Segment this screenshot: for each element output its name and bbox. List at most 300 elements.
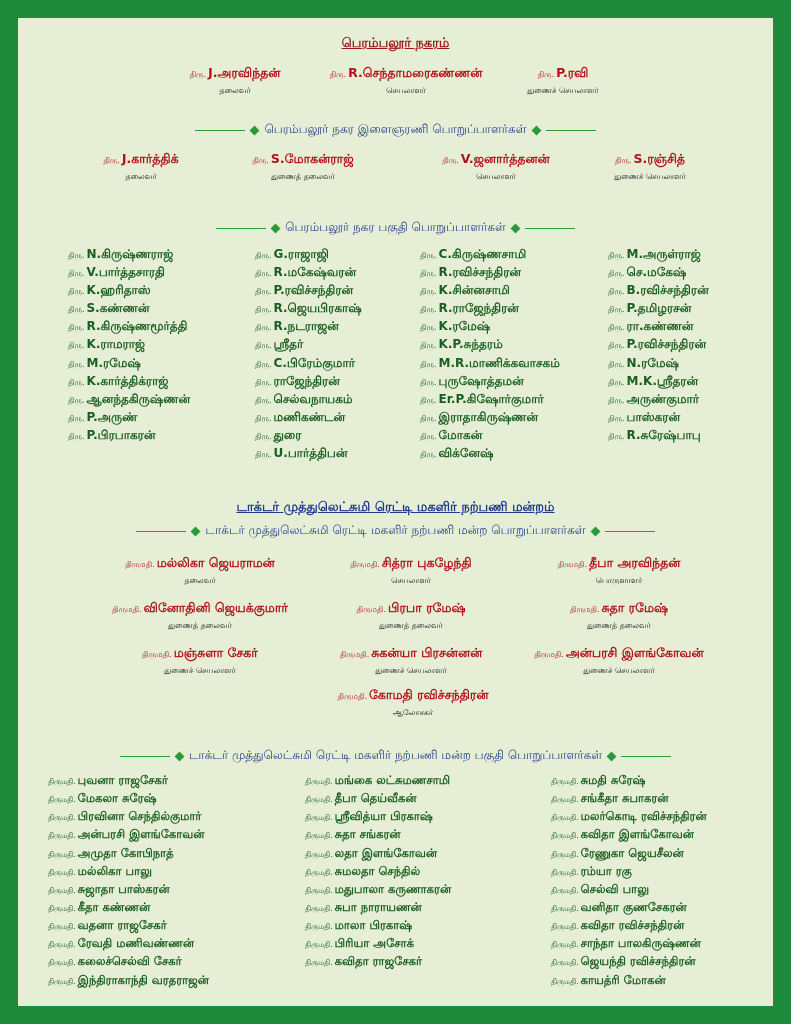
divider-line	[546, 130, 596, 131]
prefix: திரு.	[68, 323, 85, 333]
member-name: K.கார்த்திக்ராஜ்	[86, 373, 169, 388]
prefix: திருமதி.	[551, 976, 579, 986]
prefix: திரு.	[103, 156, 120, 165]
list-item	[305, 862, 451, 880]
officer-card	[330, 62, 483, 96]
prefix: திரு.	[68, 359, 85, 369]
prefix: திரு.	[68, 377, 85, 387]
list-item	[420, 317, 560, 335]
womens-forum-title: டாக்டர் முத்துலெட்சுமி ரெட்டி மகளிர் நற்பணி மன்றம்	[236, 500, 555, 515]
officer-name: சுகன்யா பிரசன்னன்	[371, 645, 483, 660]
list-item	[255, 354, 362, 372]
list-item	[305, 952, 451, 970]
member-name: பிரியா அசோக்	[334, 936, 414, 951]
prefix: திருமதி.	[551, 903, 579, 913]
member-column	[68, 245, 190, 444]
member-name: மோகன்	[438, 427, 483, 442]
prefix: திரு.	[420, 251, 437, 260]
member-column	[551, 771, 707, 989]
prefix: திருமதி.	[112, 605, 142, 614]
list-item	[608, 408, 709, 426]
list-item	[68, 335, 190, 353]
member-name: செல்வநாயகம்	[273, 391, 353, 406]
member-name: மதுபாலா கருணாகரன்	[334, 881, 452, 896]
prefix: திருமதி.	[551, 922, 579, 932]
list-item	[420, 372, 560, 390]
prefix: திரு.	[420, 395, 437, 405]
member-name: ராஜேந்திரன்	[273, 373, 340, 388]
prefix: திரு.	[420, 269, 437, 279]
heading-text: டாக்டர் முத்துலெட்சுமி ரெட்டி மகளிர் நற்பணி மன்ற பொறுப்பாளர்கள்	[205, 523, 586, 537]
member-name: ரேணுகா ஜெயசீலன்	[580, 845, 684, 860]
officer-card	[350, 552, 471, 586]
member-name: கீதா கண்ணன்	[77, 899, 151, 914]
prefix: திரு.	[608, 377, 625, 387]
prefix: திரு.	[252, 156, 269, 165]
list-item	[420, 281, 560, 299]
divider-line	[621, 756, 671, 757]
prefix: திரு.	[608, 359, 625, 369]
list-item	[608, 372, 709, 390]
member-column	[420, 245, 560, 462]
officer-role: ஆலோசகர்	[392, 708, 434, 717]
prefix: திருமதி.	[339, 650, 370, 659]
prefix: திருமதி.	[305, 922, 333, 932]
town-title: பெரம்பலூர் நகரம்	[341, 36, 450, 51]
prefix: திருமதி.	[48, 849, 76, 859]
member-name: C.கிருஷ்ணசாமி	[438, 247, 527, 261]
prefix: திரு.	[442, 156, 459, 165]
list-item	[551, 916, 707, 934]
officer-name: மல்லிகா ஜெயராமன்	[156, 555, 275, 570]
heading-text: பெரம்பலூர் நகர பகுதி பொறுப்பாளர்கள்	[285, 220, 506, 234]
list-item	[420, 335, 560, 353]
officer-role: பொருளாளர்	[595, 576, 643, 585]
officer-card	[338, 684, 489, 718]
diamond-icon	[510, 223, 520, 233]
prefix: திரு.	[608, 269, 625, 279]
officer-card	[340, 642, 483, 676]
list-item	[68, 263, 190, 281]
member-name: வனிதா குணசேகரன்	[580, 899, 687, 914]
prefix: திரு.	[68, 413, 85, 423]
member-name: K.ரமேஷ்	[438, 319, 491, 334]
prefix: திரு.	[329, 70, 347, 79]
member-name: K.ராமராஜ்	[86, 337, 145, 352]
member-name: M.அருள்ராஜ்	[626, 247, 701, 261]
member-name: ரா.கண்ணன்	[626, 319, 694, 334]
member-name: இந்திராகாந்தி வரதராஜன்	[77, 972, 209, 987]
officer-role: துணைச் செயலாளர்	[583, 666, 655, 675]
list-item	[420, 408, 560, 426]
officer-name: V.ஜனார்த்தனன்	[460, 151, 550, 166]
divider-line	[195, 130, 245, 131]
list-item	[255, 335, 362, 353]
diamond-icon	[607, 751, 617, 761]
member-name: அமுதா கோபிநாத்	[77, 845, 174, 860]
prefix: திரு.	[68, 431, 85, 441]
list-item	[68, 354, 190, 372]
womens-forum-officers-heading	[18, 523, 773, 539]
member-name: செல்வி பாலு	[580, 881, 650, 896]
prefix: திரு.	[255, 359, 272, 369]
prefix: திருமதி.	[48, 795, 76, 805]
prefix: திருமதி.	[557, 560, 588, 569]
prefix: திரு.	[255, 269, 272, 279]
list-item	[48, 807, 209, 825]
officer-name: S.ரஞ்சித்	[633, 151, 686, 166]
officer-card	[190, 62, 281, 96]
officer-name: அன்பரசி இளங்கோவன்	[565, 645, 704, 660]
list-item	[255, 299, 362, 317]
prefix: திரு.	[608, 287, 625, 297]
prefix: திருமதி.	[142, 650, 172, 659]
heading-text: டாக்டர் முத்துலெட்சுமி ரெட்டி மகளிர் நற்பணி மன்ற பகுதி பொறுப்பாளர்கள்	[188, 748, 603, 762]
prefix: திரு.	[420, 323, 437, 333]
list-item	[255, 281, 362, 299]
member-name: சுமதி சுரேஷ்	[580, 773, 646, 787]
member-name: சுஜாதா பாஸ்கரன்	[77, 881, 170, 896]
prefix: திருமதி.	[305, 885, 333, 895]
member-name: G.ராஜாஜி	[273, 247, 329, 261]
divider-line	[605, 531, 655, 532]
member-name: செ.மகேஷ்	[626, 265, 687, 280]
prefix: திருமதி.	[551, 867, 579, 877]
member-name: R.மகேஷ்வரன்	[273, 265, 357, 280]
officer-name: பிரபா ரமேஷ்	[388, 600, 466, 615]
list-item	[305, 880, 451, 898]
prefix: திருமதி.	[356, 605, 387, 614]
list-item	[255, 408, 362, 426]
heading-text: பெரம்பலூர் நகர இளைஞரணி பொறுப்பாளர்கள்	[264, 122, 527, 136]
divider-line	[136, 531, 186, 532]
page	[18, 18, 773, 1006]
officer-role: துணைச் செயலாளர்	[164, 666, 236, 675]
prefix: திருமதி.	[48, 867, 76, 877]
diamond-icon	[250, 125, 260, 135]
list-item	[305, 934, 451, 952]
list-item	[305, 807, 451, 825]
prefix: திரு.	[420, 450, 437, 460]
list-item	[48, 771, 209, 789]
officer-role: துணைத் தலைவர்	[168, 621, 232, 630]
member-name: பாஸ்கரன்	[626, 409, 681, 424]
prefix: திருமதி.	[125, 560, 155, 569]
prefix: திருமதி.	[48, 813, 76, 823]
member-name: R.ரவிச்சந்திரன்	[438, 265, 522, 280]
officer-role: செயலாளர்	[476, 172, 516, 181]
list-item	[48, 916, 209, 934]
prefix: திருமதி.	[305, 849, 333, 859]
member-name: P.ரவிச்சந்திரன்	[273, 283, 354, 298]
member-column	[305, 771, 451, 971]
list-item	[255, 444, 362, 462]
member-name: B.ரவிச்சந்திரன்	[626, 283, 709, 298]
list-item	[48, 898, 209, 916]
member-name: ஸ்ரீதர்	[273, 337, 304, 352]
prefix: திருமதி.	[305, 777, 333, 786]
list-item	[608, 263, 709, 281]
officer-card	[112, 597, 288, 631]
prefix: திரு.	[68, 341, 85, 351]
member-name: மாலா பிரகாஷ்	[334, 918, 413, 933]
diamond-icon	[271, 223, 281, 233]
list-item	[420, 245, 560, 263]
member-name: R.ஜெயபிரகாஷ்	[273, 301, 362, 316]
member-name: சுபா நாராயணன்	[334, 899, 422, 914]
member-name: புவனா ராஜசேகர்	[77, 773, 168, 787]
member-name: R.ராஜேந்திரன்	[438, 301, 519, 316]
prefix: திரு.	[255, 251, 272, 260]
prefix: திரு.	[608, 251, 625, 260]
prefix: திரு.	[189, 70, 207, 79]
prefix: திருமதி.	[48, 922, 76, 932]
list-item	[551, 807, 707, 825]
member-name: Er.P.கிஷோர்குமார்	[438, 391, 544, 406]
officer-card	[442, 148, 549, 182]
prefix: திருமதி.	[551, 795, 579, 805]
prefix: திரு.	[68, 305, 85, 315]
prefix: திரு.	[420, 305, 437, 315]
list-item	[255, 317, 362, 335]
prefix: திருமதி.	[551, 831, 579, 841]
member-name: P.ரவிச்சந்திரன்	[626, 337, 707, 352]
prefix: திருமதி.	[305, 795, 333, 805]
officer-name: J.அரவிந்தன்	[208, 65, 281, 80]
list-item	[551, 825, 707, 843]
list-item	[420, 263, 560, 281]
member-name: N.கிருஷ்ணராஜ்	[86, 247, 174, 261]
prefix: திருமதி.	[551, 885, 579, 895]
prefix: திருமதி.	[569, 605, 600, 614]
prefix: திரு.	[608, 323, 625, 333]
list-item	[48, 862, 209, 880]
member-name: M.R.மாணிக்கவாசகம்	[438, 355, 560, 370]
prefix: திருமதி.	[551, 849, 579, 859]
list-item	[305, 916, 451, 934]
list-item	[551, 952, 707, 970]
prefix: திரு.	[255, 305, 272, 315]
member-name: ஜெயந்தி ரவிச்சந்திரன்	[580, 954, 696, 969]
list-item	[68, 390, 190, 408]
member-name: R.கிருஷ்ணமூர்த்தி	[86, 319, 188, 334]
list-item	[48, 971, 209, 989]
member-name: S.கண்ணன்	[86, 301, 150, 316]
list-item	[551, 771, 707, 789]
prefix: திரு.	[255, 323, 272, 333]
officer-name: கோமதி ரவிச்சந்திரன்	[369, 687, 489, 702]
officer-card	[614, 148, 685, 182]
prefix: திருமதி.	[305, 903, 333, 913]
member-name: K.ஹரிதாஸ்	[86, 283, 151, 298]
member-name: M.K.ஸ்ரீதரன்	[626, 373, 699, 388]
list-item	[420, 390, 560, 408]
divider-line	[525, 228, 575, 229]
prefix: திருமதி.	[305, 958, 333, 968]
prefix: திருமதி.	[48, 831, 76, 841]
member-name: தீபா தெய்வீகன்	[334, 791, 417, 806]
diamond-icon	[191, 526, 201, 536]
member-name: அன்பரசி இளங்கோவன்	[77, 827, 205, 842]
list-item	[551, 844, 707, 862]
list-item	[608, 426, 709, 444]
member-name: P.அருண்	[86, 409, 138, 424]
member-name: சுமலதா செந்தில்	[334, 863, 421, 878]
officer-card	[357, 597, 466, 631]
member-name: ஆனந்தகிருஷ்ணன்	[86, 391, 191, 406]
member-name: லதா இளங்கோவன்	[334, 845, 438, 860]
member-name: கலைச்செல்வி சேகர்	[77, 954, 182, 969]
prefix: திருமதி.	[305, 940, 333, 950]
prefix: திரு.	[537, 70, 555, 79]
prefix: திரு.	[420, 413, 437, 423]
officer-role: தலைவர்	[125, 172, 157, 181]
prefix: திரு.	[255, 287, 272, 297]
prefix: திரு.	[420, 287, 437, 297]
list-item	[68, 299, 190, 317]
divider-line	[216, 228, 266, 229]
prefix: திருமதி.	[534, 650, 564, 659]
prefix: திரு.	[420, 341, 437, 351]
list-item	[255, 390, 362, 408]
prefix: திருமதி.	[48, 777, 76, 786]
prefix: திரு.	[614, 156, 632, 165]
member-name: N.ரமேஷ்	[626, 355, 679, 370]
youth-wing-heading	[18, 122, 773, 138]
member-name: விக்னேஷ்	[438, 446, 494, 461]
list-item	[551, 934, 707, 952]
member-name: காயத்ரி மோகன்	[580, 972, 666, 987]
member-name: வதனா ராஜசேகர்	[77, 918, 167, 933]
list-item	[255, 263, 362, 281]
prefix: திருமதி.	[48, 903, 76, 913]
list-item	[68, 408, 190, 426]
prefix: திருமதி.	[305, 867, 333, 877]
officer-role: துணைத் தலைவர்	[271, 172, 335, 181]
officer-name: தீபா அரவிந்தன்	[589, 555, 681, 570]
list-item	[305, 825, 451, 843]
officer-role: துணைச் செயலாளர்	[375, 666, 447, 675]
member-name: மல்லிகா பாலு	[77, 863, 152, 878]
prefix: திருமதி.	[305, 831, 333, 841]
prefix: திரு.	[68, 269, 85, 279]
officer-card	[534, 642, 703, 676]
prefix: திருமதி.	[551, 777, 579, 786]
member-name: அருண்குமார்	[626, 391, 700, 406]
list-item	[608, 299, 709, 317]
prefix: திரு.	[255, 395, 272, 405]
member-name: சுதா சங்கரன்	[334, 827, 401, 842]
list-item	[551, 789, 707, 807]
member-name: M.ரமேஷ்	[86, 355, 141, 370]
list-item	[608, 281, 709, 299]
member-name: சாந்தா பாலகிருஷ்ணன்	[580, 936, 701, 951]
list-item	[305, 789, 451, 807]
prefix: திரு.	[420, 431, 437, 441]
member-name: ரேவதி மணிவண்ணன்	[77, 936, 194, 951]
member-name: K.சின்னசாமி	[438, 283, 510, 298]
list-item	[608, 390, 709, 408]
member-name: V.பார்த்தசாரதி	[86, 265, 165, 280]
officer-role: துணைச் செயலாளர்	[527, 86, 599, 95]
list-item	[48, 844, 209, 862]
officer-card	[570, 597, 668, 631]
prefix: திரு.	[608, 395, 625, 405]
list-item	[48, 825, 209, 843]
list-item	[48, 952, 209, 970]
member-name: மணிகண்டன்	[273, 409, 346, 424]
diamond-icon	[174, 751, 184, 761]
town-area-heading	[18, 220, 773, 236]
list-item	[608, 335, 709, 353]
officer-name: மஞ்சுளா சேகர்	[173, 645, 258, 660]
prefix: திரு.	[255, 450, 272, 460]
member-column	[48, 771, 209, 989]
prefix: திரு.	[420, 359, 437, 369]
list-item	[420, 444, 560, 462]
list-item	[68, 281, 190, 299]
list-item	[48, 934, 209, 952]
officer-role: தலைவர்	[219, 86, 251, 95]
prefix: திருமதி.	[48, 940, 76, 950]
prefix: திருமதி.	[48, 885, 76, 895]
list-item	[420, 354, 560, 372]
member-name: துரை	[273, 427, 302, 442]
list-item	[420, 299, 560, 317]
officer-name: R.செந்தாமரைகண்ணன்	[348, 65, 483, 80]
prefix: திரு.	[255, 413, 272, 423]
womens-forum-area-heading	[18, 748, 773, 764]
prefix: திருமதி.	[551, 813, 579, 823]
list-item	[68, 372, 190, 390]
member-name: மலர்கொடி ரவிச்சந்திரன்	[580, 809, 707, 824]
officer-name: வினோதினி ஜெயக்குமார்	[143, 600, 288, 615]
member-name: P.பிரபாகரன்	[86, 427, 156, 442]
member-name: P.தமிழரசன்	[626, 301, 692, 316]
divider-line	[120, 756, 170, 757]
officer-role: துணைத் தலைவர்	[379, 621, 443, 630]
member-name: மங்கை லட்சுமணசாமி	[334, 773, 451, 787]
prefix: திருமதி.	[337, 692, 368, 701]
officer-card	[125, 552, 275, 586]
member-name: சங்கீதா சுபாகரன்	[580, 791, 669, 806]
list-item	[255, 372, 362, 390]
list-item	[305, 898, 451, 916]
prefix: திரு.	[255, 431, 272, 441]
prefix: திரு.	[68, 287, 85, 297]
member-name: ரம்யா ரகு	[580, 863, 632, 878]
prefix: திருமதி.	[305, 813, 333, 823]
prefix: திருமதி.	[551, 940, 579, 950]
member-name: புருஷோத்தமன்	[438, 373, 524, 388]
officer-card	[558, 552, 681, 586]
prefix: திரு.	[255, 341, 272, 351]
prefix: திருமதி.	[48, 976, 76, 986]
officer-name: சுதா ரமேஷ்	[601, 600, 669, 615]
officer-card	[142, 642, 258, 676]
member-name: R.சுரேஷ்பாபு	[626, 427, 701, 442]
officer-role: துணைச் செயலாளர்	[614, 172, 686, 181]
diamond-icon	[531, 125, 541, 135]
prefix: திருமதி.	[551, 958, 579, 968]
list-item	[68, 317, 190, 335]
prefix: திரு.	[68, 251, 85, 260]
list-item	[420, 426, 560, 444]
prefix: திரு.	[608, 431, 625, 441]
member-name: K.P.சுந்தரம்	[438, 337, 503, 352]
member-name: பிரவினா செந்தில்குமார்	[77, 809, 202, 824]
list-item	[305, 771, 451, 789]
